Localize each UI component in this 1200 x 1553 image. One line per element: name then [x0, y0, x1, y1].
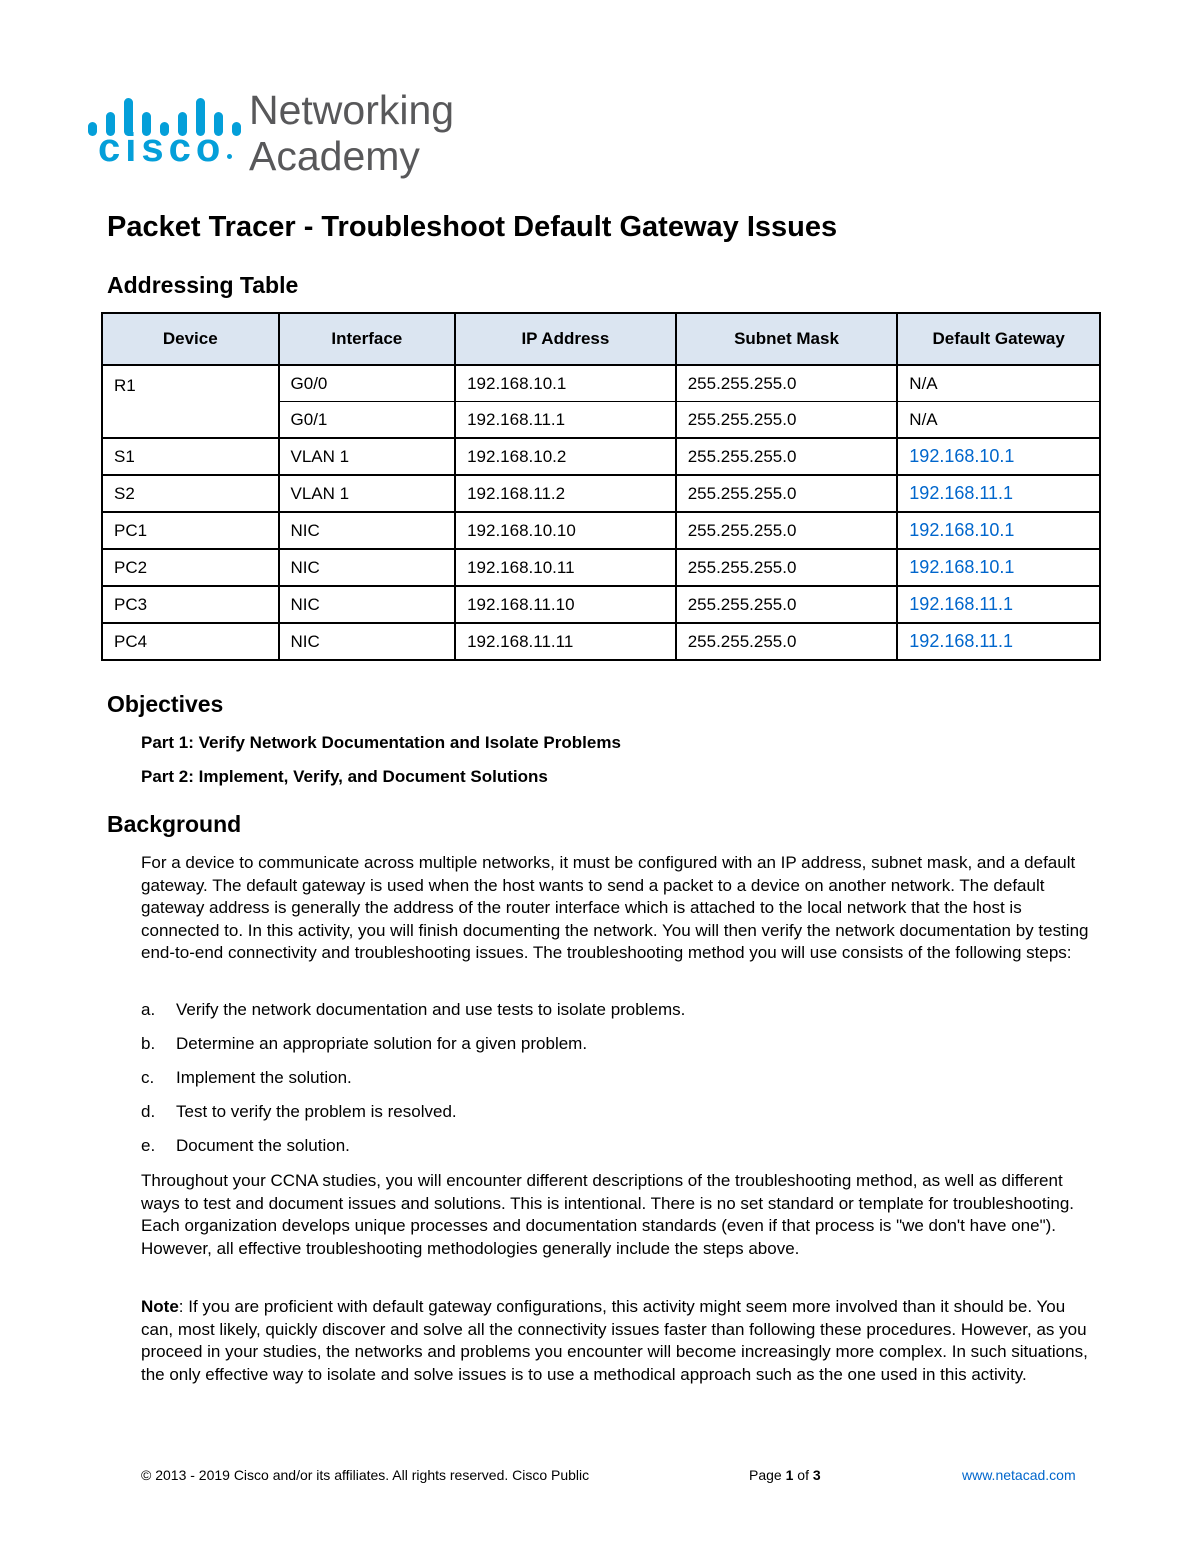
- ip-address-cell: 192.168.11.10: [455, 586, 676, 623]
- column-header-device: Device: [102, 313, 279, 365]
- objectives-heading: Objectives: [107, 691, 224, 717]
- subnet-mask-cell: 255.255.255.0: [676, 512, 898, 549]
- list-item: [141, 1136, 350, 1156]
- table-row: [102, 438, 1100, 475]
- table-row: [102, 549, 1100, 586]
- step-letter: e.: [141, 1136, 156, 1155]
- default-gateway-cell: 192.168.11.1: [897, 475, 1100, 512]
- list-item: [141, 1102, 457, 1122]
- list-item: [141, 1034, 587, 1054]
- logo-academy-text: Academy: [249, 133, 420, 179]
- subnet-mask-cell: 255.255.255.0: [676, 586, 898, 623]
- interface-cell: NIC: [279, 549, 456, 586]
- device-cell: S2: [102, 475, 279, 512]
- step-text: Determine an appropriate solution for a given problem.: [176, 1034, 588, 1053]
- step-letter: b.: [141, 1034, 156, 1053]
- subnet-mask-cell: 255.255.255.0: [676, 623, 898, 660]
- device-cell: PC2: [102, 549, 279, 586]
- table-header-row: [102, 313, 1100, 365]
- ip-address-cell: 192.168.10.1: [455, 365, 676, 402]
- logo-networking-text: Networking: [249, 87, 455, 133]
- default-gateway-cell: N/A: [897, 402, 1100, 439]
- subnet-mask-cell: 255.255.255.0: [676, 365, 898, 402]
- background-intro-paragraph: For a device to communicate across multiple networks, it must be configured with an IP address, subnet mask, and a default gateway. The default gateway is used when the host wants to send a packet to a device on another network. The default gateway address is generally the address of the router interface which is attached to the local network that the host is connected to. In this activity, you will finish documenting the network. You will then verify the network documentation by testing end-to-end connectivity and troubleshooting issues. The troubleshooting method you will use consists of the following steps:: [141, 853, 1089, 962]
- device-cell: PC4: [102, 623, 279, 660]
- interface-cell: VLAN 1: [279, 438, 456, 475]
- list-item: [141, 1000, 685, 1020]
- step-text: Test to verify the problem is resolved.: [176, 1102, 457, 1121]
- cisco-networking-academy-logo: [86, 84, 486, 184]
- cisco-wordmark: cisco: [98, 128, 232, 168]
- footer-copyright: © 2013 - 2019 Cisco and/or its affiliates. All rights reserved. Cisco Public: [141, 1467, 590, 1483]
- footer-page-number: Page 1 of 3: [749, 1467, 821, 1483]
- subnet-mask-cell: 255.255.255.0: [676, 438, 898, 475]
- note-paragraph: [141, 1296, 1091, 1386]
- column-header-ip-address: IP Address: [455, 313, 676, 365]
- subnet-mask-cell: 255.255.255.0: [676, 549, 898, 586]
- interface-cell: G0/1: [279, 402, 456, 439]
- list-item: [141, 1068, 352, 1088]
- page-title: Packet Tracer - Troubleshoot Default Gateway Issues: [107, 211, 838, 243]
- default-gateway-cell: 192.168.11.1: [897, 623, 1100, 660]
- ip-address-cell: 192.168.11.1: [455, 402, 676, 439]
- interface-cell: NIC: [279, 623, 456, 660]
- ip-address-cell: 192.168.10.11: [455, 549, 676, 586]
- default-gateway-cell: 192.168.10.1: [897, 549, 1100, 586]
- step-text: Implement the solution.: [176, 1068, 352, 1087]
- column-header-interface: Interface: [279, 313, 456, 365]
- ip-address-cell: 192.168.10.2: [455, 438, 676, 475]
- table-row: [102, 512, 1100, 549]
- table-row: [102, 365, 1100, 402]
- subnet-mask-cell: 255.255.255.0: [676, 402, 898, 439]
- default-gateway-cell: 192.168.10.1: [897, 512, 1100, 549]
- step-text: Verify the network documentation and use tests to isolate problems.: [176, 1000, 686, 1019]
- column-header-subnet-mask: Subnet Mask: [676, 313, 898, 365]
- step-letter: d.: [141, 1102, 156, 1121]
- step-text: Document the solution.: [176, 1136, 350, 1155]
- addressing-table: [101, 312, 1101, 661]
- objective-part-2: Part 2: Implement, Verify, and Document Solutions: [141, 767, 548, 786]
- interface-cell: G0/0: [279, 365, 456, 402]
- table-row: [102, 586, 1100, 623]
- step-letter: a.: [141, 1000, 156, 1019]
- table-row: [102, 475, 1100, 512]
- note-label: Note: [141, 1297, 179, 1316]
- ip-address-cell: 192.168.11.11: [455, 623, 676, 660]
- note-text: : If you are proficient with default gateway configurations, this activity might seem more involved than it should be. You can, most likely, quickly discover and solve all the connectivity issues faster than following these procedures. However, as you proceed in your studies, the networks and problems you encounter will become increasingly more complex. In such situations, the only effective way to isolate and solve issues is to use a methodical approach such as the one used in this activity.: [141, 1297, 1088, 1384]
- ip-address-cell: 192.168.10.10: [455, 512, 676, 549]
- device-cell: PC1: [102, 512, 279, 549]
- device-cell: PC3: [102, 586, 279, 623]
- device-cell: R1: [102, 365, 279, 438]
- interface-cell: VLAN 1: [279, 475, 456, 512]
- background-heading: Background: [107, 811, 242, 837]
- ip-address-cell: 192.168.11.2: [455, 475, 676, 512]
- troubleshooting-method-paragraph: Throughout your CCNA studies, you will encounter different descriptions of the troubleshooting method, as well as different ways to test and document issues and solutions. This is intentional. There is no set standard or template for troubleshooting. Each organization develops unique processes and documentation standards (even if that process is "we don't have one"). However, all effective troubleshooting methodologies generally include the steps above.: [141, 1171, 1075, 1258]
- interface-cell: NIC: [279, 512, 456, 549]
- subnet-mask-cell: 255.255.255.0: [676, 475, 898, 512]
- step-letter: c.: [141, 1068, 155, 1087]
- default-gateway-cell: N/A: [897, 365, 1100, 402]
- table-row: [102, 623, 1100, 660]
- default-gateway-cell: 192.168.11.1: [897, 586, 1100, 623]
- default-gateway-cell: 192.168.10.1: [897, 438, 1100, 475]
- device-cell: S1: [102, 438, 279, 475]
- interface-cell: NIC: [279, 586, 456, 623]
- addressing-table-heading: Addressing Table: [107, 272, 299, 298]
- footer-website-link[interactable]: www.netacad.com: [962, 1467, 1076, 1483]
- column-header-default-gateway: Default Gateway: [897, 313, 1100, 365]
- objective-part-1: Part 1: Verify Network Documentation and Isolate Problems: [141, 733, 621, 752]
